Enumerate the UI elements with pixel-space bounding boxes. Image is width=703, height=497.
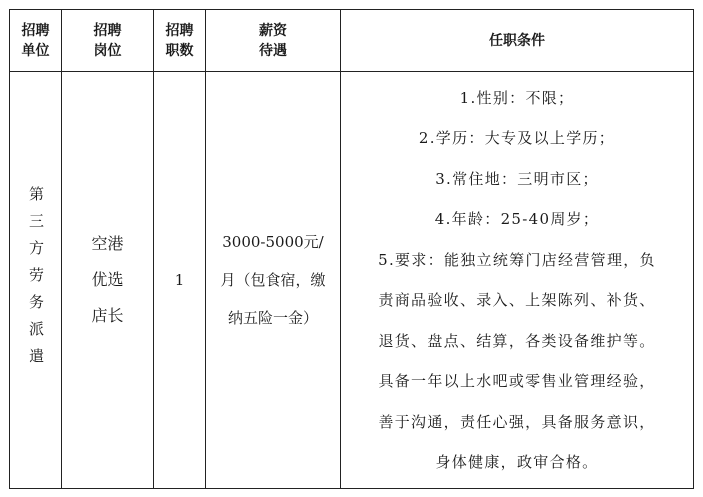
- requirement-line: 身体健康，政审合格。: [435, 453, 599, 471]
- unit-text: 第三方劳务派遣: [27, 185, 45, 375]
- salary-text: 3000-5000元/月（包食宿，缴纳五险一金）: [220, 233, 326, 327]
- cell-position: [62, 72, 154, 489]
- requirement-line: 4.年龄：25-40周岁；: [434, 210, 600, 228]
- header-row: [10, 10, 694, 72]
- cell-requirements: [341, 72, 694, 489]
- requirement-line: 2.学历：大专及以上学历；: [418, 129, 616, 147]
- table-row: [10, 72, 694, 489]
- requirement-line: 5.要求：能独立统筹门店经营管理，负: [378, 250, 656, 269]
- header-salary: 薪资待遇: [206, 10, 341, 72]
- header-unit: 招聘单位: [10, 10, 62, 72]
- requirement-line: 具备一年以上水吧或零售业管理经验，: [378, 372, 656, 390]
- requirement-line: 1.性别：不限；: [459, 88, 575, 107]
- position-text: 空港优选店长: [91, 234, 124, 325]
- recruitment-table: [9, 9, 694, 489]
- count-text: 1: [174, 271, 185, 289]
- cell-count: [154, 72, 206, 489]
- requirement-line: 3.常住地：三明市区；: [435, 169, 599, 188]
- header-count: 招聘职数: [154, 10, 206, 72]
- cell-salary: [206, 72, 341, 489]
- requirement-line: 退货、盘点、结算，各类设备维护等。: [378, 331, 656, 350]
- cell-unit: [10, 72, 62, 489]
- header-requirements: 任职条件: [341, 10, 694, 72]
- requirement-line: 善于沟通，责任心强，具备服务意识，: [378, 412, 656, 431]
- header-position: 招聘岗位: [62, 10, 154, 72]
- requirement-line: 责商品验收、录入、上架陈列、补货、: [378, 291, 656, 309]
